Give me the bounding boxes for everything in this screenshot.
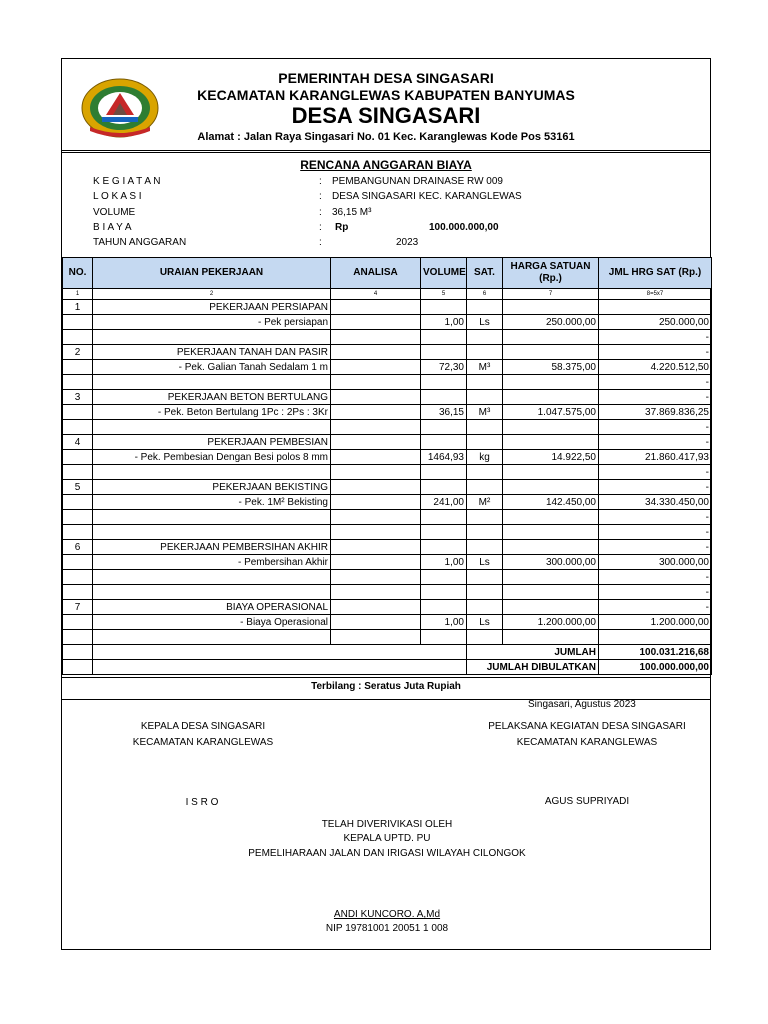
cell-description: - Pembersihan Akhir — [93, 555, 331, 570]
cell-no — [63, 450, 93, 465]
col-number: 7 — [503, 289, 599, 300]
table-row — [63, 330, 712, 345]
cell-description — [93, 330, 331, 345]
cell-unit-price — [503, 570, 599, 585]
total-label: JUMLAH DIBULATKAN — [467, 660, 599, 675]
cell-description: - Pek. Galian Tanah Sedalam 1 m — [93, 360, 331, 375]
cell-unit-price — [503, 330, 599, 345]
cell-no — [63, 615, 93, 630]
cell-total: 37.869.836,25 — [599, 405, 712, 420]
cell-no — [63, 420, 93, 435]
cell-analisa — [331, 420, 421, 435]
cell-total: - — [599, 420, 712, 435]
left-signatory-subtitle: KECAMATAN KARANGLEWAS — [132, 737, 274, 748]
cell-description: - Pek. Pembesian Dengan Besi polos 8 mm — [93, 450, 331, 465]
cell-unit-price: 300.000,00 — [503, 555, 599, 570]
place-date: Singasari, Agustus 2023 — [528, 699, 636, 710]
cell-no: 5 — [63, 480, 93, 495]
table-row — [63, 585, 712, 600]
cell-no: 4 — [63, 435, 93, 450]
total-value: 100.000.000,00 — [599, 660, 712, 675]
document-title: RENCANA ANGGARAN BIAYA — [300, 158, 472, 172]
info-label: K E G I A T A N — [93, 176, 161, 187]
cell-no: 2 — [63, 345, 93, 360]
cell-analisa — [331, 435, 421, 450]
cell-unit — [467, 345, 503, 360]
info-sep: : — [319, 176, 322, 187]
info-value: PEMBANGUNAN DRAINASE RW 009 — [332, 176, 503, 187]
verifier-unit: PEMELIHARAAN JALAN DAN IRIGASI WILAYAH CILONGOK — [248, 848, 526, 859]
cell-analisa — [331, 330, 421, 345]
right-signatory-title: PELAKSANA KEGIATAN DESA SINGASARI — [488, 721, 686, 732]
table-row — [63, 465, 712, 480]
cell-volume — [421, 390, 467, 405]
table-row — [63, 405, 712, 420]
cell-analisa — [331, 345, 421, 360]
cell-unit-price — [503, 525, 599, 540]
cell-no — [63, 495, 93, 510]
info-value: Rp — [335, 222, 349, 233]
cell-description: PEKERJAAN BEKISTING — [93, 480, 331, 495]
cell-unit — [467, 540, 503, 555]
cell-analisa — [331, 630, 421, 645]
cell-analisa — [331, 555, 421, 570]
left-signatory-name: I S R O — [185, 797, 219, 808]
cell-total: 300.000,00 — [599, 555, 712, 570]
total-label: JUMLAH — [467, 645, 599, 660]
cell-total: - — [599, 510, 712, 525]
cell-volume — [421, 540, 467, 555]
table-header-row — [63, 258, 712, 289]
info-label: TAHUN ANGGARAN — [93, 237, 187, 248]
cell-analisa — [331, 600, 421, 615]
cell-total — [599, 300, 712, 315]
cell-description — [93, 465, 331, 480]
cell-volume — [421, 510, 467, 525]
cell-analisa — [331, 450, 421, 465]
info-value: 36,15 M³ — [332, 207, 372, 218]
verifier-name: ANDI KUNCORO. A,Md — [333, 909, 441, 920]
col-header-sat: SAT. — [467, 258, 503, 289]
header-divider — [62, 150, 710, 151]
amount-in-words: Terbilang : Seratus Juta Rupiah — [311, 681, 461, 692]
cell-no — [63, 510, 93, 525]
cell-total: - — [599, 375, 712, 390]
cell-volume — [421, 630, 467, 645]
cell-no — [63, 330, 93, 345]
cell-no — [63, 570, 93, 585]
cell-unit: Ls — [467, 555, 503, 570]
cell-analisa — [331, 465, 421, 480]
col-header-jumlah: JML HRG SAT (Rp.) — [599, 258, 712, 289]
cell-unit-price — [503, 465, 599, 480]
table-row — [63, 480, 712, 495]
table-row — [63, 300, 712, 315]
cell-unit-price — [503, 585, 599, 600]
cell-volume — [421, 585, 467, 600]
cell-unit — [467, 630, 503, 645]
jumlah-row — [63, 645, 712, 660]
empty-cell — [93, 645, 467, 660]
cell-total: 4.220.512,50 — [599, 360, 712, 375]
cell-unit: Ls — [467, 315, 503, 330]
cell-analisa — [331, 615, 421, 630]
cell-description: PEKERJAAN TANAH DAN PASIR — [93, 345, 331, 360]
cell-volume: 241,00 — [421, 495, 467, 510]
cell-unit — [467, 420, 503, 435]
cell-unit: Ls — [467, 615, 503, 630]
cell-no: 7 — [63, 600, 93, 615]
cell-unit-price — [503, 390, 599, 405]
table-row — [63, 435, 712, 450]
cell-no — [63, 465, 93, 480]
cell-analisa — [331, 495, 421, 510]
cell-unit — [467, 330, 503, 345]
table-row — [63, 630, 712, 645]
col-number: 5 — [421, 289, 467, 300]
cell-unit — [467, 525, 503, 540]
col-header-volume: VOLUME — [421, 258, 467, 289]
cell-unit-price: 1.047.575,00 — [503, 405, 599, 420]
verifier-office: KEPALA UPTD. PU — [343, 833, 431, 844]
cell-total: 21.860.417,93 — [599, 450, 712, 465]
info-sep: : — [319, 191, 322, 202]
cell-no — [63, 405, 93, 420]
col-number: 4 — [331, 289, 421, 300]
cell-unit-price: 142.450,00 — [503, 495, 599, 510]
table-row — [63, 420, 712, 435]
cell-description: PEKERJAAN PERSIAPAN — [93, 300, 331, 315]
table-row — [63, 450, 712, 465]
cell-unit — [467, 585, 503, 600]
cell-unit: M² — [467, 495, 503, 510]
cell-unit-price — [503, 345, 599, 360]
table-row — [63, 390, 712, 405]
cell-volume: 1,00 — [421, 615, 467, 630]
table-row — [63, 615, 712, 630]
cell-volume — [421, 600, 467, 615]
col-header-uraian: URAIAN PEKERJAAN — [93, 258, 331, 289]
budget-amount: 100.000.000,00 — [429, 222, 499, 233]
cell-description: BIAYA OPERASIONAL — [93, 600, 331, 615]
cell-no: 6 — [63, 540, 93, 555]
col-number: 2 — [93, 289, 331, 300]
cell-unit — [467, 600, 503, 615]
cell-no — [63, 555, 93, 570]
cell-total: - — [599, 465, 712, 480]
cell-volume: 36,15 — [421, 405, 467, 420]
budget-table — [62, 257, 712, 675]
cell-unit-price — [503, 600, 599, 615]
col-number: 1 — [63, 289, 93, 300]
column-number-row — [63, 289, 712, 300]
cell-description: PEKERJAAN PEMBESIAN — [93, 435, 331, 450]
table-row — [63, 345, 712, 360]
cell-unit-price — [503, 630, 599, 645]
cell-unit-price — [503, 540, 599, 555]
cell-volume — [421, 345, 467, 360]
cell-volume: 1464,93 — [421, 450, 467, 465]
cell-description — [93, 585, 331, 600]
cell-unit-price: 250.000,00 — [503, 315, 599, 330]
cell-total: - — [599, 435, 712, 450]
cell-analisa — [331, 525, 421, 540]
cell-unit-price — [503, 300, 599, 315]
table-row — [63, 525, 712, 540]
empty-cell — [63, 645, 93, 660]
cell-unit — [467, 465, 503, 480]
cell-no: 3 — [63, 390, 93, 405]
info-value: DESA SINGASARI KEC. KARANGLEWAS — [332, 191, 522, 202]
info-label: VOLUME — [93, 207, 136, 218]
cell-unit-price: 14.922,50 — [503, 450, 599, 465]
cell-no — [63, 525, 93, 540]
cell-description: - Pek persiapan — [93, 315, 331, 330]
cell-unit — [467, 510, 503, 525]
table-row — [63, 600, 712, 615]
cell-total: - — [599, 330, 712, 345]
col-header-analisa: ANALISA — [331, 258, 421, 289]
cell-description — [93, 525, 331, 540]
cell-volume — [421, 375, 467, 390]
info-label: L O K A S I — [93, 191, 142, 202]
cell-total: - — [599, 585, 712, 600]
cell-unit: kg — [467, 450, 503, 465]
col-header-no: NO. — [63, 258, 93, 289]
cell-volume — [421, 480, 467, 495]
cell-no — [63, 375, 93, 390]
cell-no — [63, 315, 93, 330]
col-header-harga: HARGA SATUAN (Rp.) — [503, 258, 599, 289]
cell-volume — [421, 435, 467, 450]
cell-volume — [421, 570, 467, 585]
cell-description — [93, 420, 331, 435]
cell-no — [63, 630, 93, 645]
cell-total: - — [599, 345, 712, 360]
table-row — [63, 540, 712, 555]
cell-total: - — [599, 540, 712, 555]
header-government: PEMERINTAH DESA SINGASARI — [278, 70, 494, 86]
cell-unit — [467, 375, 503, 390]
cell-analisa — [331, 570, 421, 585]
cell-volume: 72,30 — [421, 360, 467, 375]
cell-unit-price: 58.375,00 — [503, 360, 599, 375]
cell-description — [93, 570, 331, 585]
cell-analisa — [331, 510, 421, 525]
info-sep: : — [319, 207, 322, 218]
table-row — [63, 570, 712, 585]
cell-unit-price — [503, 375, 599, 390]
table-row — [63, 315, 712, 330]
cell-description — [93, 510, 331, 525]
cell-description: PEKERJAAN PEMBERSIHAN AKHIR — [93, 540, 331, 555]
empty-cell — [63, 660, 93, 675]
cell-unit: M³ — [467, 360, 503, 375]
header-district: KECAMATAN KARANGLEWAS KABUPATEN BANYUMAS — [197, 87, 575, 103]
info-sep: : — [319, 237, 322, 248]
col-number: 6 — [467, 289, 503, 300]
cell-volume: 1,00 — [421, 555, 467, 570]
table-row — [63, 555, 712, 570]
cell-no: 1 — [63, 300, 93, 315]
cell-unit — [467, 435, 503, 450]
cell-analisa — [331, 375, 421, 390]
table-row — [63, 510, 712, 525]
table-row — [63, 495, 712, 510]
header-village: DESA SINGASARI — [291, 103, 481, 128]
cell-no — [63, 360, 93, 375]
cell-analisa — [331, 585, 421, 600]
cell-analisa — [331, 390, 421, 405]
verifier-nip: NIP 19781001 20051 1 008 — [325, 923, 449, 934]
cell-analisa — [331, 360, 421, 375]
cell-volume — [421, 330, 467, 345]
cell-unit: M³ — [467, 405, 503, 420]
cell-description — [93, 630, 331, 645]
document-page — [61, 58, 711, 950]
cell-total: - — [599, 570, 712, 585]
header-divider — [62, 152, 710, 153]
cell-no — [63, 585, 93, 600]
cell-volume — [421, 465, 467, 480]
col-number: 8=5x7 — [599, 289, 712, 300]
cell-volume: 1,00 — [421, 315, 467, 330]
cell-unit-price — [503, 510, 599, 525]
cell-analisa — [331, 315, 421, 330]
cell-description: - Pek. Beton Bertulang 1Pc : 2Ps : 3Kr — [93, 405, 331, 420]
cell-description: - Biaya Operasional — [93, 615, 331, 630]
cell-total: 34.330.450,00 — [599, 495, 712, 510]
cell-total: 1.200.000,00 — [599, 615, 712, 630]
table-row — [63, 375, 712, 390]
cell-analisa — [331, 300, 421, 315]
cell-unit-price: 1.200.000,00 — [503, 615, 599, 630]
rounded-total-row — [63, 660, 712, 675]
table-row — [63, 360, 712, 375]
left-signatory-title: KEPALA DESA SINGASARI — [140, 721, 266, 732]
table-bottom-divider — [62, 677, 710, 678]
cell-unit — [467, 390, 503, 405]
info-sep: : — [319, 222, 322, 233]
info-label: B I A Y A — [93, 222, 132, 233]
cell-analisa — [331, 480, 421, 495]
cell-unit-price — [503, 435, 599, 450]
cell-unit — [467, 300, 503, 315]
header-address: Alamat : Jalan Raya Singasari No. 01 Kec. Karanglewas Kode Pos 53161 — [197, 131, 575, 143]
cell-volume — [421, 420, 467, 435]
cell-total: - — [599, 600, 712, 615]
cell-analisa — [331, 540, 421, 555]
cell-total: - — [599, 525, 712, 540]
info-value: 2023 — [396, 237, 419, 248]
cell-unit — [467, 480, 503, 495]
cell-description: PEKERJAAN BETON BERTULANG — [93, 390, 331, 405]
cell-unit-price — [503, 480, 599, 495]
cell-total: - — [599, 390, 712, 405]
cell-description — [93, 375, 331, 390]
cell-unit-price — [503, 420, 599, 435]
cell-unit — [467, 570, 503, 585]
cell-analisa — [331, 405, 421, 420]
cell-volume — [421, 300, 467, 315]
verified-by: TELAH DIVERIVIKASI OLEH — [321, 819, 453, 830]
cell-description: - Pek. 1M² Bekisting — [93, 495, 331, 510]
empty-cell — [93, 660, 467, 675]
cell-total: 250.000,00 — [599, 315, 712, 330]
right-signatory-name: AGUS SUPRIYADI — [544, 796, 630, 807]
cell-volume — [421, 525, 467, 540]
cell-total — [599, 630, 712, 645]
total-value: 100.031.216,68 — [599, 645, 712, 660]
cell-total: - — [599, 480, 712, 495]
right-signatory-subtitle: KECAMATAN KARANGLEWAS — [516, 737, 658, 748]
